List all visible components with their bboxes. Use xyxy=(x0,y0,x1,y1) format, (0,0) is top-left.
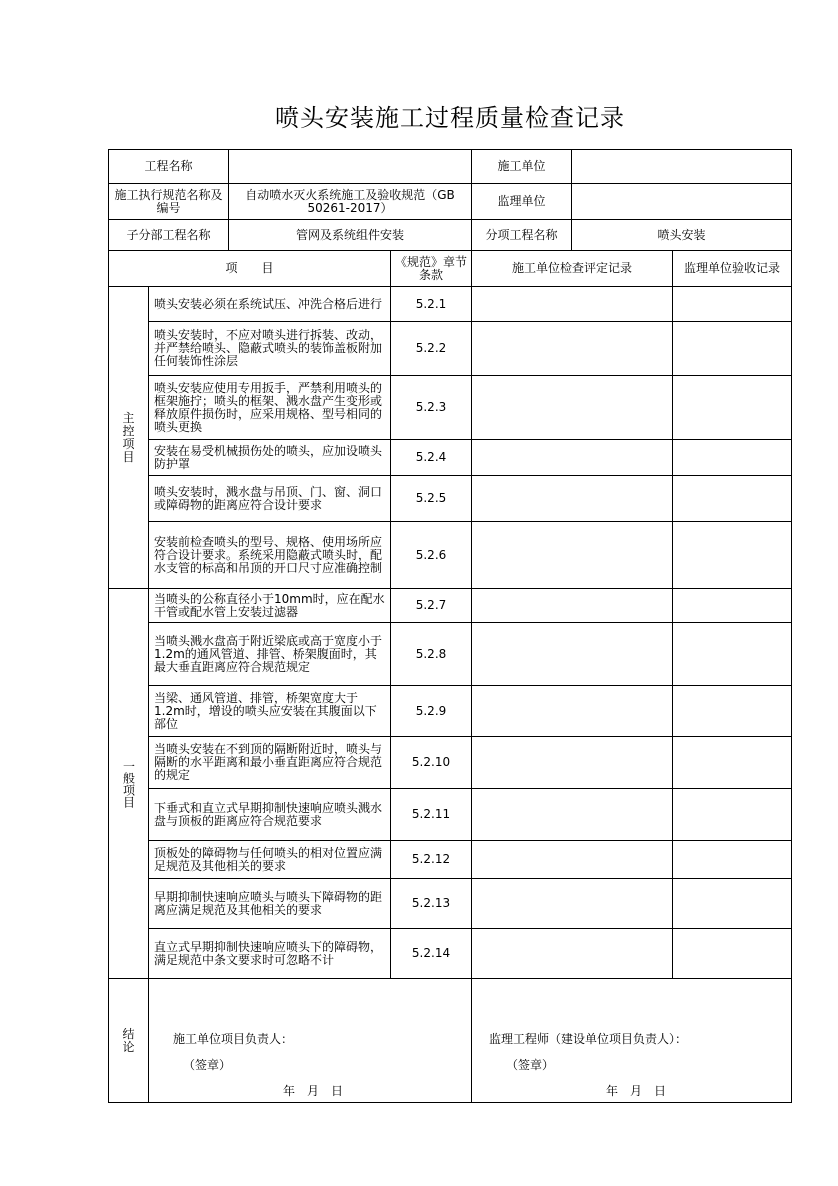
construction-record-cell[interactable] xyxy=(472,440,673,476)
supervision-unit-field[interactable] xyxy=(572,184,792,220)
clause-5-2-6: 5.2.6 xyxy=(391,522,472,589)
supervision-unit-label: 监理单位 xyxy=(472,184,572,220)
clause-5-2-4: 5.2.4 xyxy=(391,440,472,476)
column-construction-record-header: 施工单位检查评定记录 xyxy=(472,251,673,287)
construction-record-cell[interactable] xyxy=(472,522,673,589)
general-items-label: 一般项目 xyxy=(109,589,149,979)
clause-5-2-14: 5.2.14 xyxy=(391,929,472,979)
construction-record-cell[interactable] xyxy=(472,623,673,686)
general-item-1: 当喷头的公称直径小于10mm时，应在配水干管或配水管上安装过滤器 xyxy=(149,589,391,623)
construction-record-cell[interactable] xyxy=(472,789,673,841)
clause-5-2-9: 5.2.9 xyxy=(391,686,472,737)
construction-signature-area[interactable] xyxy=(149,979,472,1103)
conclusion-label: 结 论 xyxy=(109,979,149,1103)
construction-record-cell[interactable] xyxy=(472,929,673,979)
supervision-date-label: 年 月 日 xyxy=(606,1084,667,1098)
construction-signer-label: 施工单位项目负责人： xyxy=(173,1032,294,1046)
page-title: 喷头安装施工过程质量检查记录 xyxy=(275,104,625,132)
main-control-item-1: 喷头安装必须在系统试压、冲洗合格后进行 xyxy=(149,287,391,322)
supervision-signature-area[interactable] xyxy=(472,979,792,1103)
supervision-record-cell[interactable] xyxy=(673,789,792,841)
sub-division-label: 子分部工程名称 xyxy=(109,220,229,251)
general-item-2: 当喷头溅水盘高于附近梁底或高于宽度小于1.2m的通风管道、排管、桥架腹面时，其最大垂直距离应符合规范规定 xyxy=(149,623,391,686)
clause-5-2-7: 5.2.7 xyxy=(391,589,472,623)
clause-5-2-3: 5.2.3 xyxy=(391,376,472,440)
main-control-item-6: 安装前检查喷头的型号、规格、使用场所应符合设计要求。系统采用隐蔽式喷头时，配水支管的标高和吊顶的开口尺寸应准确控制 xyxy=(149,522,391,589)
main-control-item-2: 喷头安装时，不应对喷头进行拆装、改动，并严禁给喷头、隐蔽式喷头的装饰盖板附加任何装饰性涂层 xyxy=(149,322,391,376)
general-item-7: 早期抑制快速响应喷头与喷头下障碍物的距离应满足规范及其他相关的要求 xyxy=(149,879,391,929)
clause-5-2-5: 5.2.5 xyxy=(391,476,472,522)
clause-5-2-12: 5.2.12 xyxy=(391,841,472,879)
main-control-label: 主 控 项 目 xyxy=(109,287,149,589)
main-control-item-4: 安装在易受机械损伤处的喷头，应加设喷头防护罩 xyxy=(149,440,391,476)
construction-record-cell[interactable] xyxy=(472,287,673,322)
spec-label: 施工执行规范名称及编号 xyxy=(109,184,229,220)
general-item-3: 当梁、通风管道、排管，桥架宽度大于1.2m时，增设的喷头应安装在其腹面以下部位 xyxy=(149,686,391,737)
supervision-record-cell[interactable] xyxy=(673,929,792,979)
construction-record-cell[interactable] xyxy=(472,841,673,879)
construction-unit-field[interactable] xyxy=(572,150,792,184)
supervision-record-cell[interactable] xyxy=(673,476,792,522)
inspection-form xyxy=(108,149,792,1103)
construction-record-cell[interactable] xyxy=(472,737,673,789)
general-item-5: 下垂式和直立式早期抑制快速响应喷头溅水盘与顶板的距离应符合规范要求 xyxy=(149,789,391,841)
construction-seal-label: （签章） xyxy=(183,1058,232,1072)
construction-record-cell[interactable] xyxy=(472,376,673,440)
supervision-record-cell[interactable] xyxy=(673,322,792,376)
main-control-item-3: 喷头安装应使用专用扳手，严禁利用喷头的框架施拧；喷头的框架、溅水盘产生变形或释放原件损伤时，应采用规格、型号相同的喷头更换 xyxy=(149,376,391,440)
construction-unit-label: 施工单位 xyxy=(472,150,572,184)
construction-record-cell[interactable] xyxy=(472,476,673,522)
supervision-record-cell[interactable] xyxy=(673,737,792,789)
clause-5-2-13: 5.2.13 xyxy=(391,879,472,929)
clause-5-2-2: 5.2.2 xyxy=(391,322,472,376)
clause-5-2-11: 5.2.11 xyxy=(391,789,472,841)
general-item-6: 顶板处的障碍物与任何喷头的相对位置应满足规范及其他相关的要求 xyxy=(149,841,391,879)
supervision-record-cell[interactable] xyxy=(673,287,792,322)
supervision-seal-label: （签章） xyxy=(506,1058,555,1072)
sub-division-value: 管网及系统组件安装 xyxy=(229,220,472,251)
spec-value: 自动喷水灭火系统施工及验收规范（GB 50261-2017） xyxy=(229,184,472,220)
supervision-record-cell[interactable] xyxy=(673,686,792,737)
construction-date-label: 年 月 日 xyxy=(283,1084,344,1098)
supervision-record-cell[interactable] xyxy=(673,376,792,440)
main-control-item-5: 喷头安装时，溅水盘与吊顶、门、窗、洞口或障碍物的距离应符合设计要求 xyxy=(149,476,391,522)
construction-record-cell[interactable] xyxy=(472,686,673,737)
supervision-record-cell[interactable] xyxy=(673,522,792,589)
supervision-record-cell[interactable] xyxy=(673,589,792,623)
construction-record-cell[interactable] xyxy=(472,322,673,376)
general-item-4: 当喷头安装在不到顶的隔断附近时，喷头与隔断的水平距离和最小垂直距离应符合规范的规定 xyxy=(149,737,391,789)
general-item-8: 直立式早期抑制快速响应喷头下的障碍物，满足规范中条文要求时可忽略不计 xyxy=(149,929,391,979)
column-clause-header: 《规范》章节条款 xyxy=(391,251,472,287)
supervision-record-cell[interactable] xyxy=(673,623,792,686)
sub-item-label: 分项工程名称 xyxy=(472,220,572,251)
supervision-record-cell[interactable] xyxy=(673,879,792,929)
clause-5-2-8: 5.2.8 xyxy=(391,623,472,686)
supervision-signer-label: 监理工程师（建设单位项目负责人）： xyxy=(489,1032,688,1046)
supervision-record-cell[interactable] xyxy=(673,841,792,879)
construction-record-cell[interactable] xyxy=(472,879,673,929)
sub-item-value: 喷头安装 xyxy=(572,220,792,251)
project-name-label: 工程名称 xyxy=(109,150,229,184)
supervision-record-cell[interactable] xyxy=(673,440,792,476)
column-supervision-record-header: 监理单位验收记录 xyxy=(673,251,792,287)
project-name-field[interactable] xyxy=(229,150,472,184)
clause-5-2-1: 5.2.1 xyxy=(391,287,472,322)
clause-5-2-10: 5.2.10 xyxy=(391,737,472,789)
column-item-header: 项 目 xyxy=(109,251,391,287)
construction-record-cell[interactable] xyxy=(472,589,673,623)
